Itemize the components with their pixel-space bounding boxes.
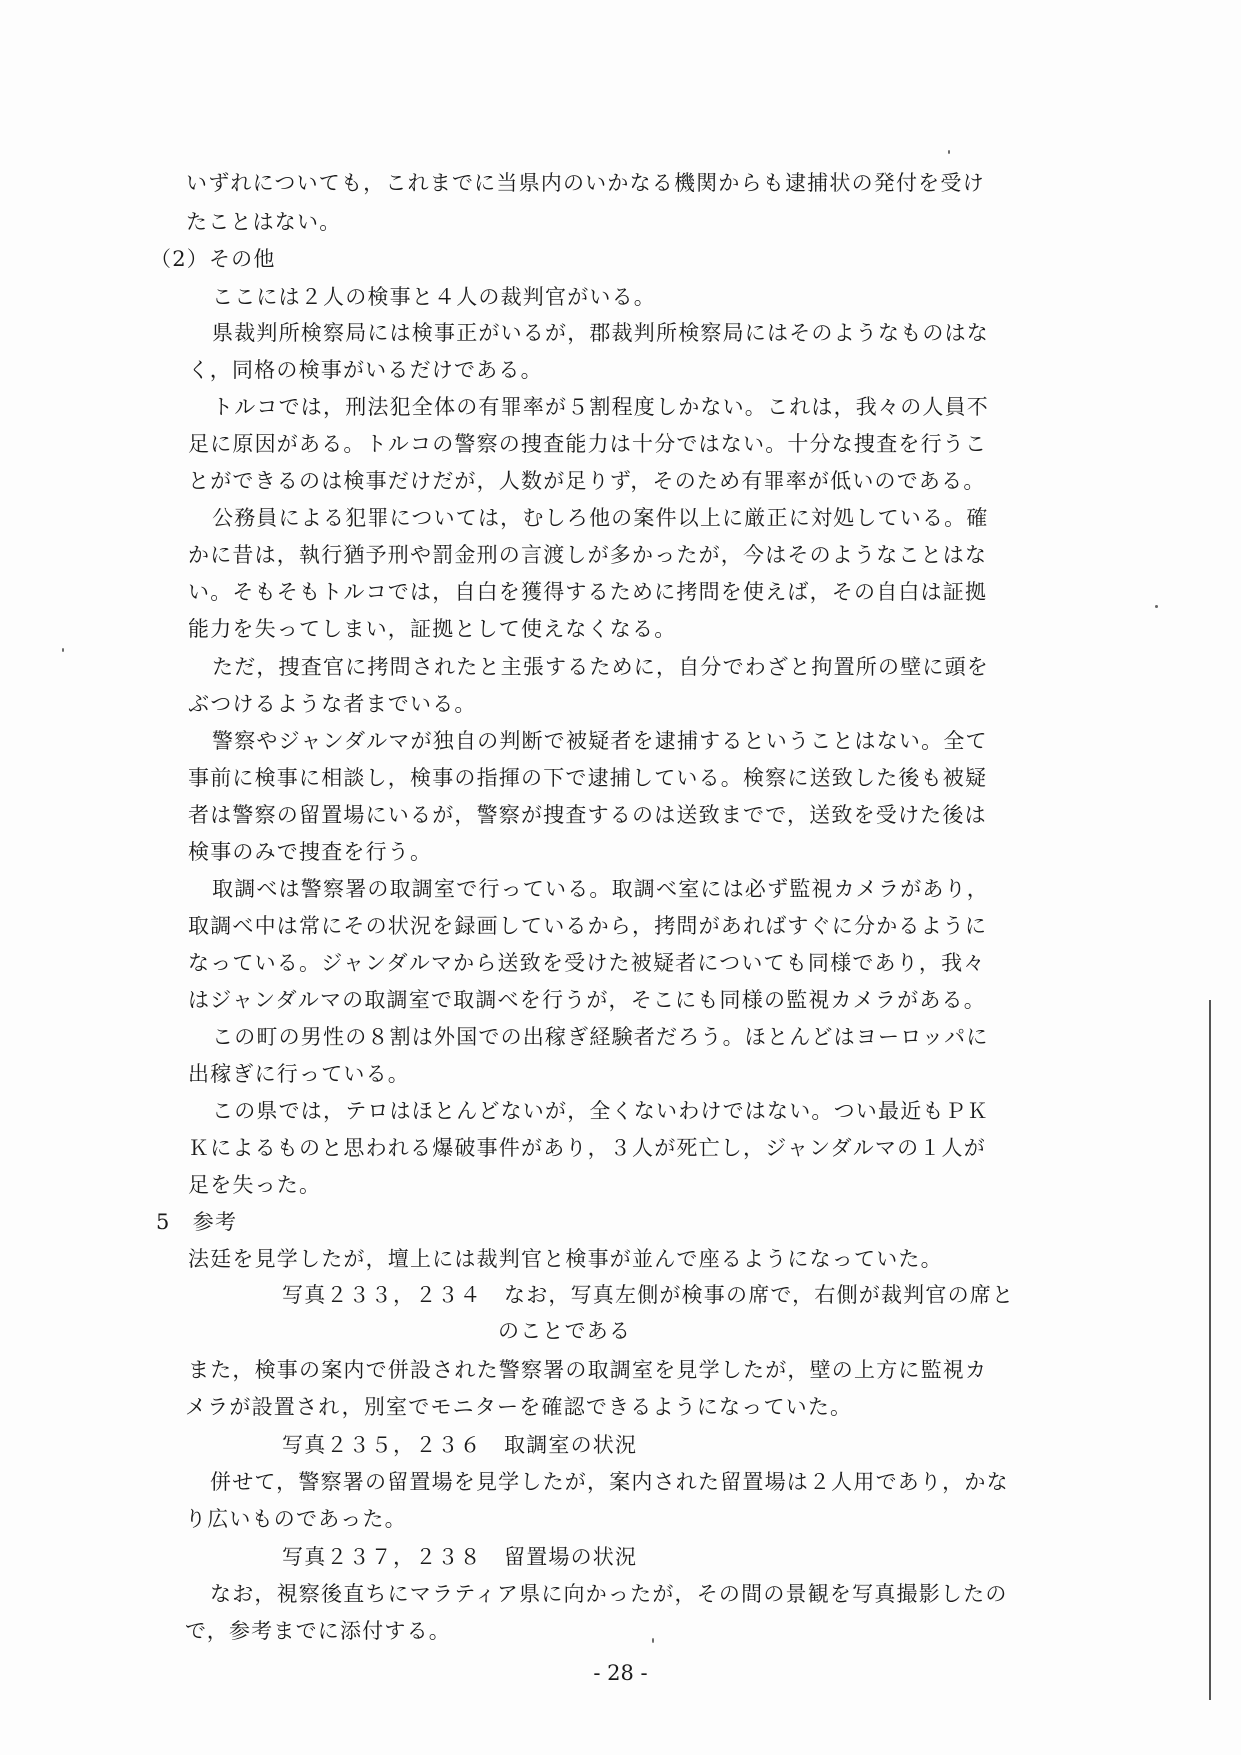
text-line: 警察やジャンダルマが独自の判断で被疑者を逮捕するということはない。全て [212,729,988,753]
text-line: 足を失った。 [188,1173,322,1197]
text-line: 取調べは警察署の取調室で行っている。取調べ室には必ず監視カメラがあり， [212,877,989,901]
scan-speck [1155,605,1158,608]
text-line: 取調べ中は常にその状況を録画しているから，拷問があればすぐに分かるように [188,914,988,938]
scan-speck [62,648,64,652]
text-line: また，検事の案内で併設された警察署の取調室を見学したが，壁の上方に監視カ [188,1358,988,1382]
text-line: たことはない。 [186,210,342,234]
photo-caption: のことである [498,1319,632,1343]
text-line: メラが設置され，別室でモニターを確認できるようになっていた。 [185,1395,853,1419]
scan-speck [948,150,950,154]
text-line: ただ，捜査官に拷問されたと主張するために，自分でわざと拘置所の壁に頭を [212,655,989,679]
section-heading: 5 参考 [156,1210,238,1234]
text-line: 者は警察の留置場にいるが，警察が捜査するのは送致までで，送致を受けた後は [188,803,987,827]
text-line: 検事のみで捜査を行う。 [188,840,433,864]
text-line: 法廷を見学したが，壇上には裁判官と検事が並んで座るようになっていた。 [188,1247,943,1271]
text-line: Ｋによるものと思われる爆破事件があり，３人が死亡し，ジャンダルマの１人が [188,1136,986,1160]
text-line: なお，視察後直ちにマラティア県に向かったが，その間の景観を写真撮影したの [210,1582,1008,1606]
scan-edge-line [1209,1000,1211,1700]
text-line: 事前に検事に相談し，検事の指揮の下で逮捕している。検察に送致した後も被疑 [188,766,988,790]
text-line: で，参考までに添付する。 [185,1619,451,1643]
text-line: 足に原因がある。トルコの警察の捜査能力は十分ではない。十分な捜査を行うこ [188,432,988,456]
text-line: この町の男性の８割は外国での出稼ぎ経験者だろう。ほとんどはヨーロッパに [212,1025,989,1049]
text-line: かに昔は，執行猶予刑や罰金刑の言渡しが多かったが，今はそのようなことはな [188,543,988,567]
text-line: ここには２人の検事と４人の裁判官がいる。 [212,285,656,309]
text-line: い。そもそもトルコでは，自白を獲得するために拷問を使えば，その自白は証拠 [188,580,988,604]
text-line: 出稼ぎに行っている。 [188,1062,410,1086]
text-line: トルコでは，刑法犯全体の有罪率が５割程度しかない。これは，我々の人員不 [212,395,989,419]
text-line: この県では，テロはほとんどないが，全くないわけではない。つい最近もＰＫ [212,1099,989,1123]
text-line: り広いものであった。 [185,1507,407,1531]
text-line: いずれについても，これまでに当県内のいかなる機関からも逮捕状の発付を受け [186,171,985,195]
section-heading: （2）その他 [150,247,276,271]
text-line: とができるのは検事だけだが，人数が足りず，そのため有罪率が低いのである。 [188,469,986,493]
text-line: なっている。ジャンダルマから送致を受けた被疑者についても同様であり，我々 [188,951,986,975]
text-line: く，同格の検事がいるだけである。 [188,358,543,382]
text-line: 併せて，警察署の留置場を見学したが，案内された留置場は２人用であり，かな [210,1470,1009,1494]
photo-caption: 写真２３３，２３４ なお，写真左側が検事の席で，右側が裁判官の席と [282,1283,1015,1307]
text-line: 公務員による犯罪については，むしろ他の案件以上に厳正に対処している。確 [212,506,989,530]
photo-caption: 写真２３７，２３８ 留置場の状況 [282,1545,638,1569]
page-number: - 28 - [593,1661,648,1685]
text-line: 能力を失ってしまい，証拠として使えなくなる。 [188,617,677,641]
text-line: 県裁判所検察局には検事正がいるが，郡裁判所検察局にはそのようなものはな [212,321,989,345]
scan-speck [652,1638,654,1643]
text-line: ぶつけるような者までいる。 [188,692,477,716]
photo-caption: 写真２３５，２３６ 取調室の状況 [282,1433,638,1457]
text-line: はジャンダルマの取調室で取調べを行うが，そこにも同様の監視カメラがある。 [188,988,986,1012]
